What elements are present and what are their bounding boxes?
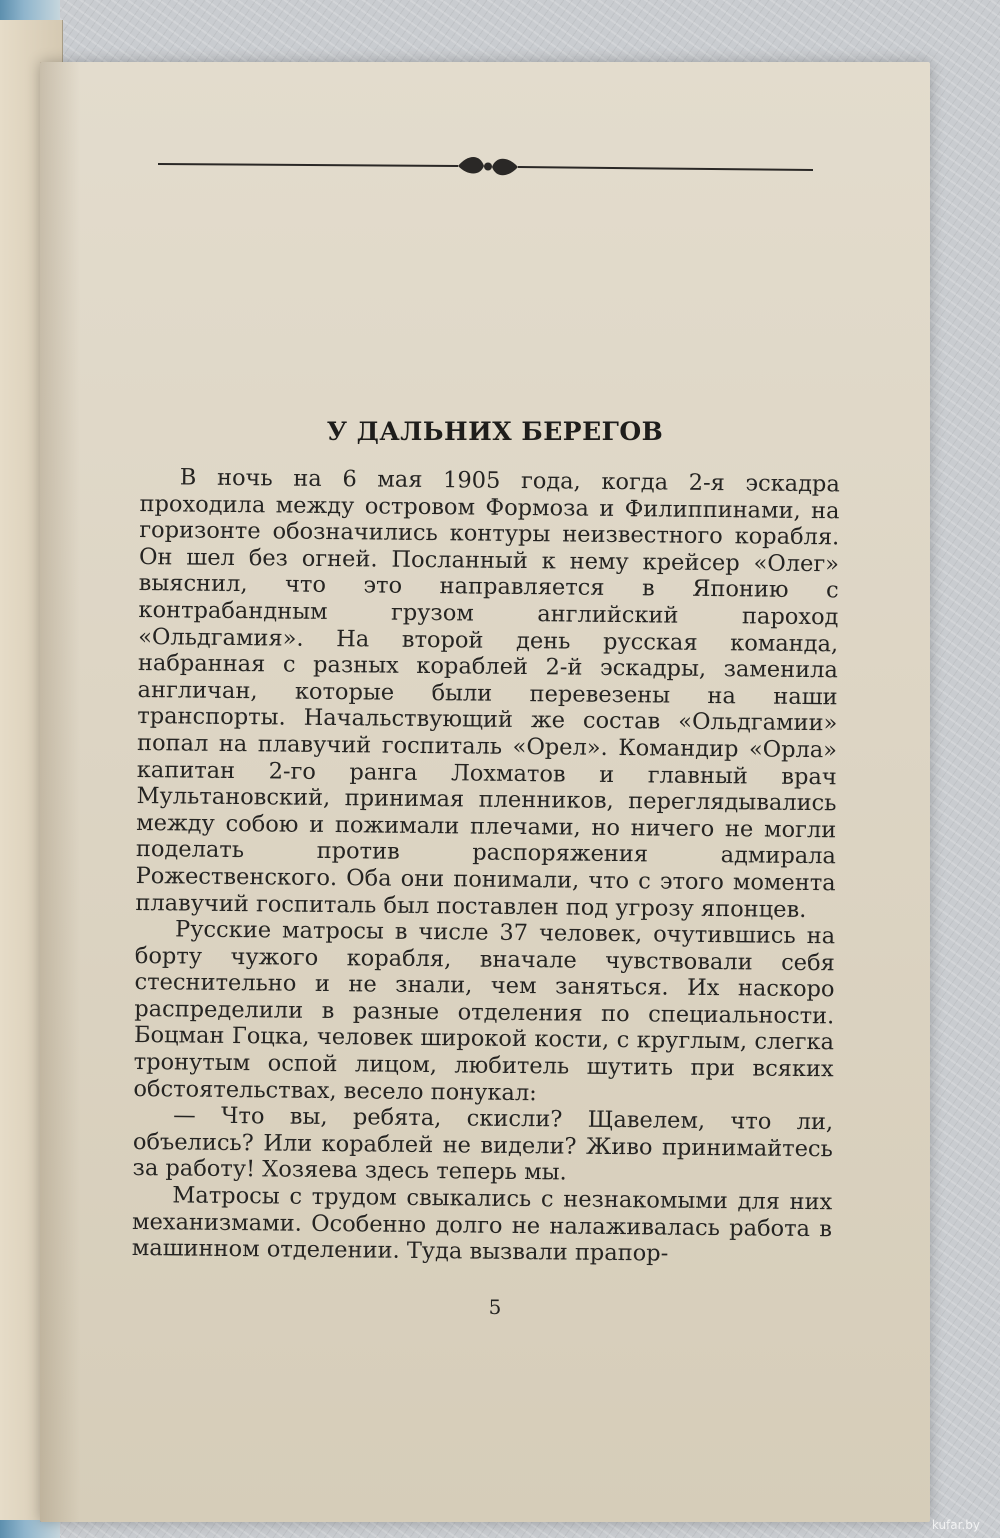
watermark: kufar.by — [931, 1518, 980, 1532]
page-number: 5 — [488, 1295, 502, 1319]
paragraph: Матросы с трудом свыкались с незнакомыми для них механизмами. Особенно долго не налаживалась работа в машинном отделении. Туда вызвали прапор- — [131, 1182, 833, 1267]
paragraph: — Что вы, ребята, скисли? Щавелем, что ли, объелись? Или кораблей не видели? Живо принимайтесь за работу! Хозяева здесь теперь мы. — [132, 1102, 834, 1186]
paragraph: Русские матросы в числе 37 человек, очутившись на борту чужого корабля, вначале чувствовали себя стеснительно и не знали, чем заняться. Их наскоро распределили в разные отделения по специальности. Боцман Гоцка, человек широкой кости, с круглым, слегка тронутым оспой лицом, любитель шутить при всяких обстоятельствах, весело понукал: — [133, 916, 836, 1106]
paragraph: В ночь на 6 мая 1905 года, когда 2-я эскадра проходила между островом Формоза и Филиппинами, на горизонте обозначились контуры неизвестного корабля. Он шел без огней. Посланный к нему крейсер «Олег» выяснил, что это направляется в Японию с контрабандным грузом английский пароход «Ольдгамия». На второй день русская команда, набранная с разных кораблей 2-й эскадры, заменила англичан, которые были перевезены на наши транспорты. Начальствующий же состав «Ольдгамии» попал на плавучий госпиталь «Орел». Командир «Орла» капитан 2-го ранга Лохматов и главный врач Мультановский, принимая пленников, переглядывались между собою и пожимали плечами, но ничего не могли поделать против распоряжения адмирала Рожественского. Оба они понимали, что с этого момента плавучий госпиталь был поставлен под угрозу японцев. — [135, 464, 840, 923]
chapter-title: У ДАЛЬНИХ БЕРЕГОВ — [326, 417, 664, 446]
chapter-body — [132, 464, 840, 1269]
book-page — [40, 62, 930, 1522]
ornament-divider — [158, 150, 813, 180]
